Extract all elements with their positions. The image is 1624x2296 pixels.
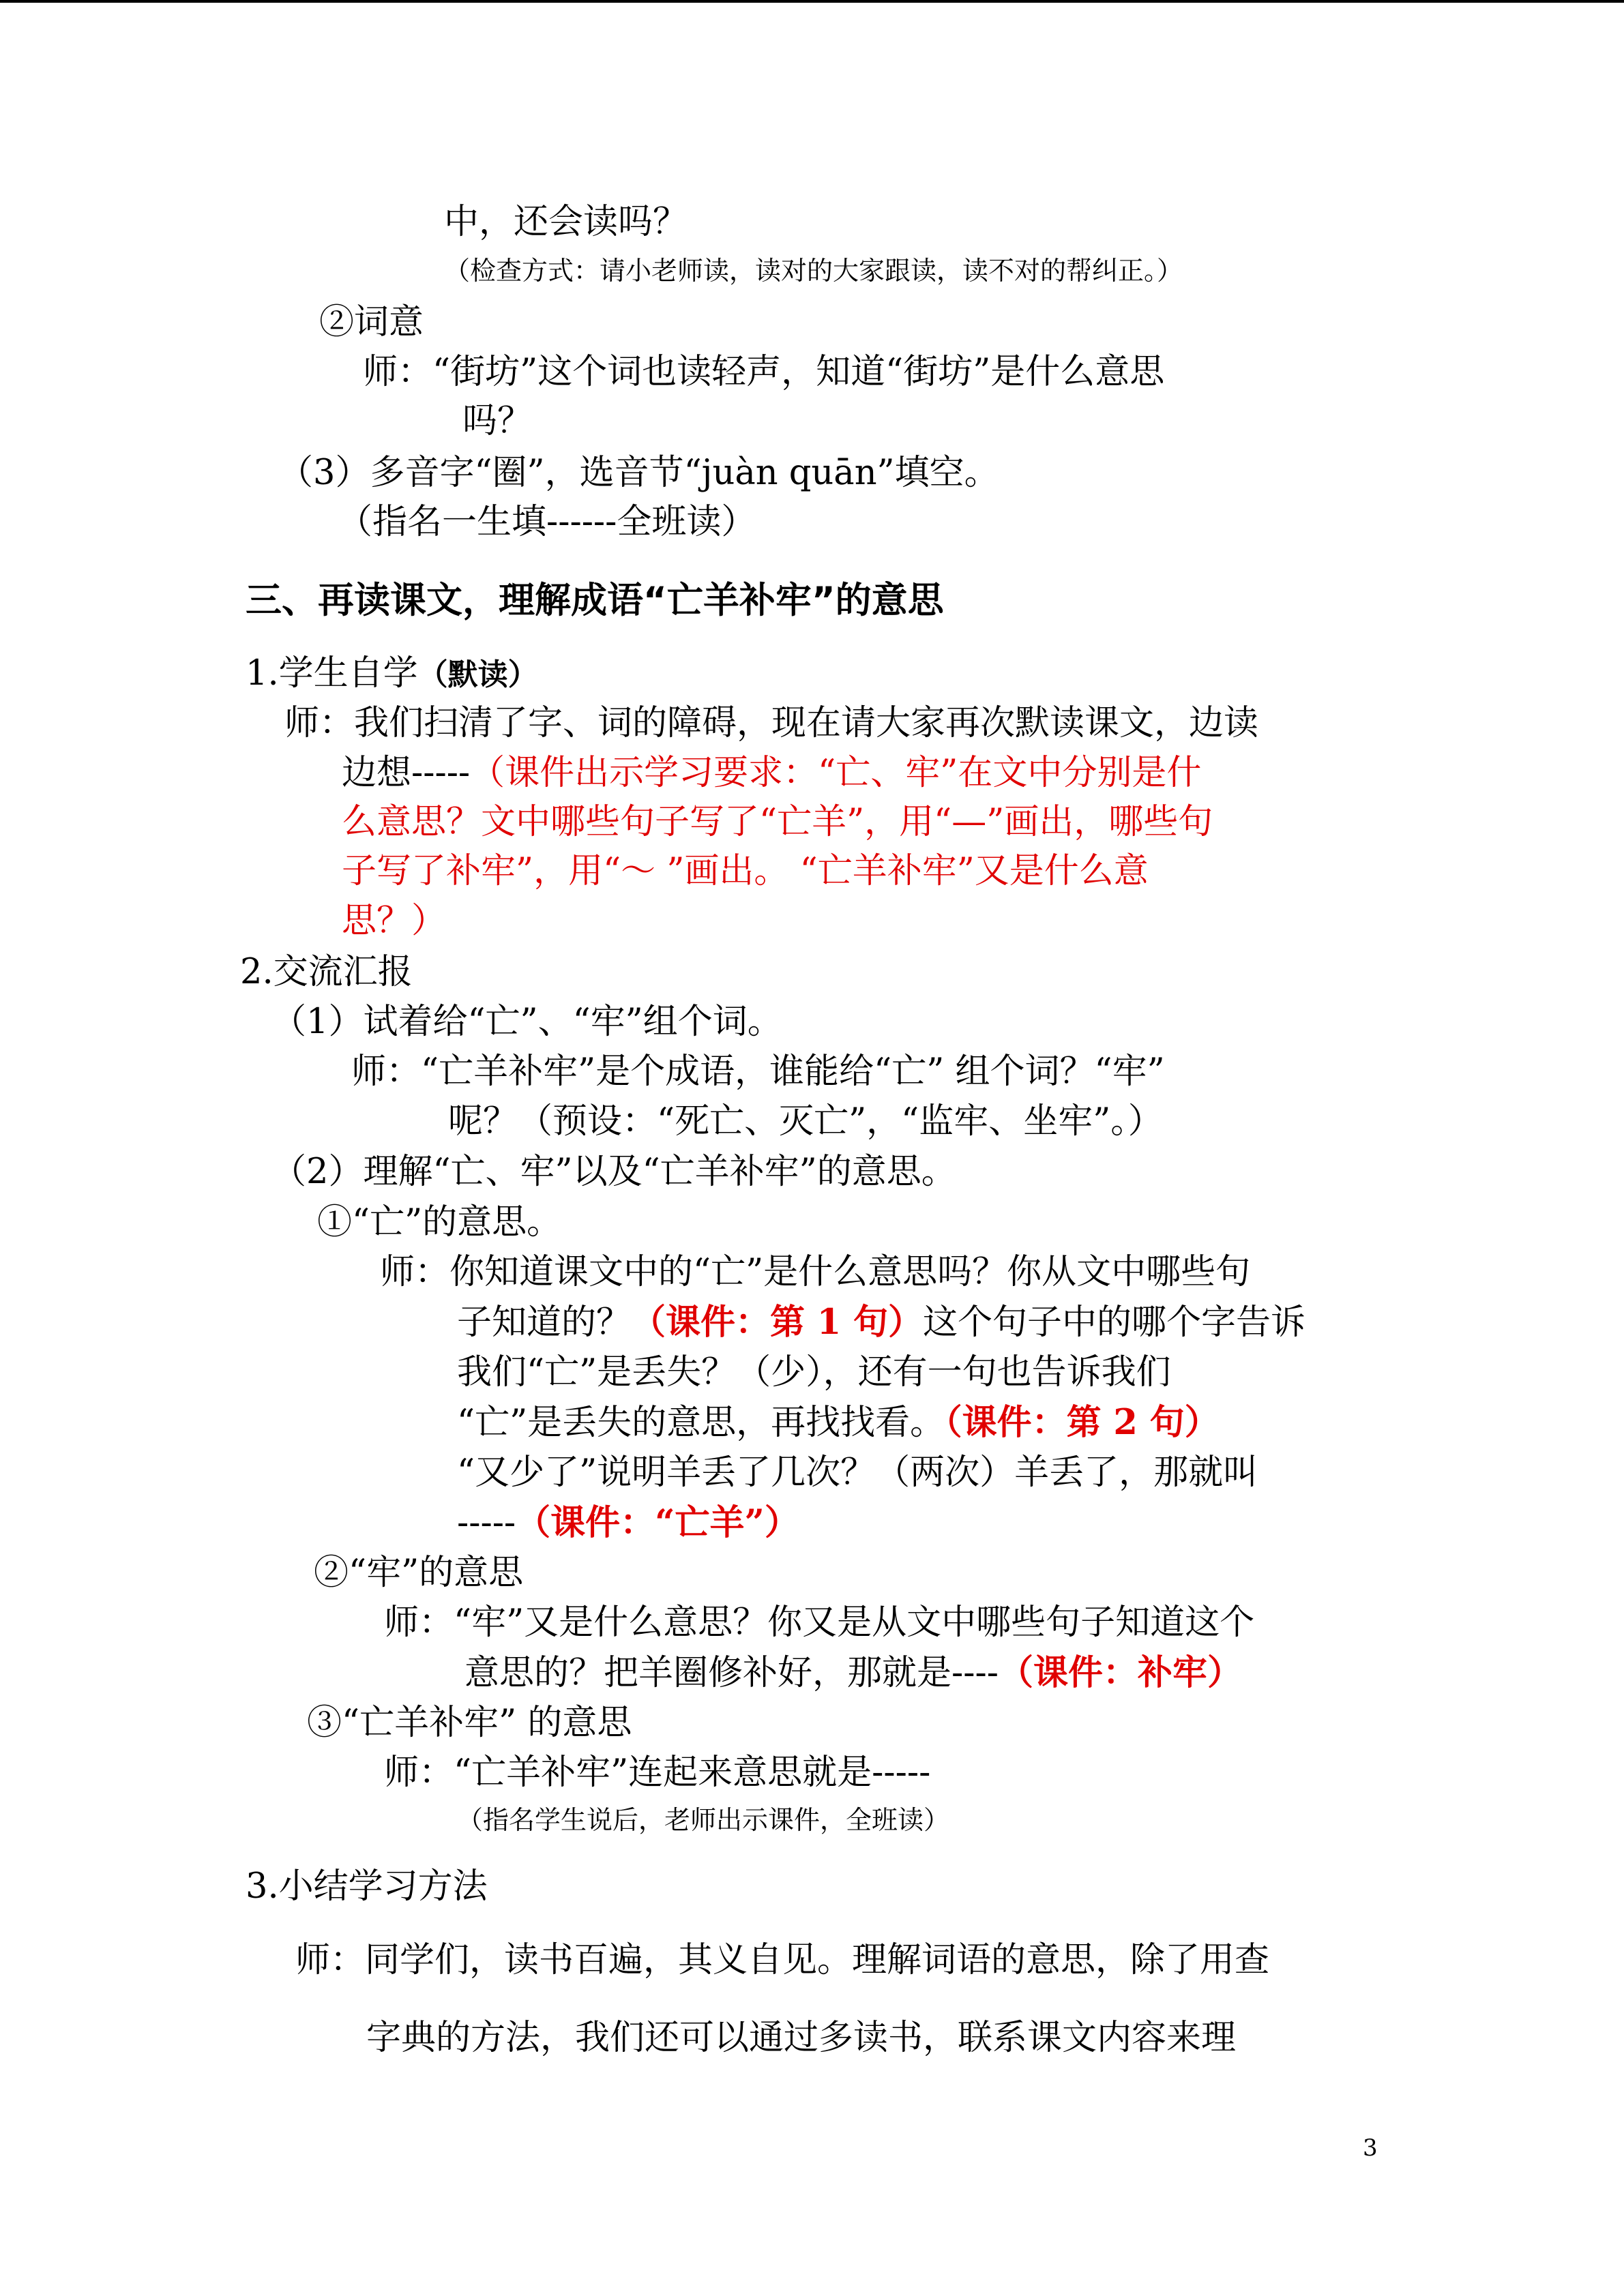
text-line: 师：我们扫清了字、词的障碍，现在请大家再次默读课文，边读 <box>284 703 1259 743</box>
bold-span: （默读） <box>417 657 538 692</box>
text-span: 子知道的？ <box>457 1302 632 1343</box>
red-bold-span: （课件：补牢） <box>998 1652 1242 1693</box>
subheading-line: ②“牢”的意思 <box>314 1553 524 1593</box>
text-line: 师：“亡羊补牢”连起来意思就是----- <box>384 1753 931 1793</box>
text-line: 师：同学们，读书百遍，其义自见。理解词语的意思，除了用查 <box>295 1940 1270 1980</box>
red-bold-span: （课件：第 1 句） <box>631 1302 924 1343</box>
text-line <box>457 1502 799 1543</box>
text-line: （指名一生填------全班读） <box>338 502 756 542</box>
red-highlight-span: （课件出示学习要求：“亡、牢”在文中分别是什 <box>470 753 1202 793</box>
text-line: 吗？ <box>462 401 533 441</box>
text-line: 呢？（预设：“死亡、灭亡”，“监牢、坐牢”。） <box>448 1101 1163 1142</box>
text-line <box>457 1302 1306 1343</box>
red-text-line: 么意思？文中哪些句子写了“亡羊”，用“—”画出，哪些句 <box>342 802 1213 842</box>
subheading-line: ①“亡”的意思。 <box>317 1202 562 1242</box>
note-line: （指名学生说后，老师出示课件，全班读） <box>457 1805 950 1835</box>
subheading-line: ③“亡羊补牢” 的意思 <box>307 1703 632 1743</box>
text-line: （1）试着给“亡”、“牢”组个词。 <box>271 1002 782 1042</box>
text-line: 师：“街坊”这个词也读轻声，知道“街坊”是什么意思 <box>363 352 1165 392</box>
list-item-heading <box>246 653 538 694</box>
text-line: 师：“亡羊补牢”是个成语，谁能给“亡” 组个词？“牢” <box>351 1052 1165 1092</box>
text-line: 师：你知道课文中的“亡”是什么意思吗？你从文中哪些句 <box>380 1252 1251 1292</box>
subheading-line: ②词意 <box>319 302 424 342</box>
text-line <box>464 1652 1242 1693</box>
red-bold-span: （课件：“亡羊”） <box>516 1502 799 1543</box>
text-span: 边想----- <box>342 753 471 793</box>
red-bold-span: （课件：第 2 句） <box>945 1402 1220 1443</box>
text-line: 我们“亡”是丢失？（少），还有一句也告诉我们 <box>457 1352 1171 1392</box>
text-line: 师：“牢”又是什么意思？你又是从文中哪些句子知道这个 <box>384 1602 1255 1643</box>
text-line: “又少了”说明羊丢了几次？（两次）羊丢了，那就叫 <box>457 1452 1258 1493</box>
text-line <box>457 1402 1220 1443</box>
text-span: 这个句子中的哪个字告诉 <box>923 1302 1306 1343</box>
text-span: 意思的？把羊圈修补好，那就是---- <box>464 1653 999 1693</box>
page-number: 3 <box>1363 2134 1378 2162</box>
note-line: （检查方式：请小老师读，读对的大家跟读，读不对的帮纠正。） <box>444 256 1183 286</box>
text-line: （3）多音字“圈”，选音节“juàn quān”填空。 <box>278 453 999 493</box>
text-line <box>342 753 1202 793</box>
text-line: 字典的方法，我们还可以通过多读书，联系课文内容来理 <box>366 2018 1237 2058</box>
red-text-line: 子写了补牢”，用“～ ”画出。 “亡羊补牢”又是什么意 <box>342 851 1149 891</box>
text-line: （2）理解“亡、牢”以及“亡羊补牢”的意思。 <box>271 1152 956 1192</box>
text-span: 1.学生自学 <box>246 653 418 694</box>
text-line: 中，还会读吗？ <box>444 202 688 242</box>
section-heading: 三、再读课文，理解成语“亡羊补牢”的意思 <box>246 580 944 621</box>
text-span: “亡”是丢失的意思，再找找看。 <box>457 1403 945 1443</box>
red-text-line: 思？） <box>342 901 447 941</box>
list-item-heading: 2.交流汇报 <box>240 952 413 992</box>
text-span: ----- <box>457 1503 516 1543</box>
list-item-heading: 3.小结学习方法 <box>246 1866 488 1907</box>
